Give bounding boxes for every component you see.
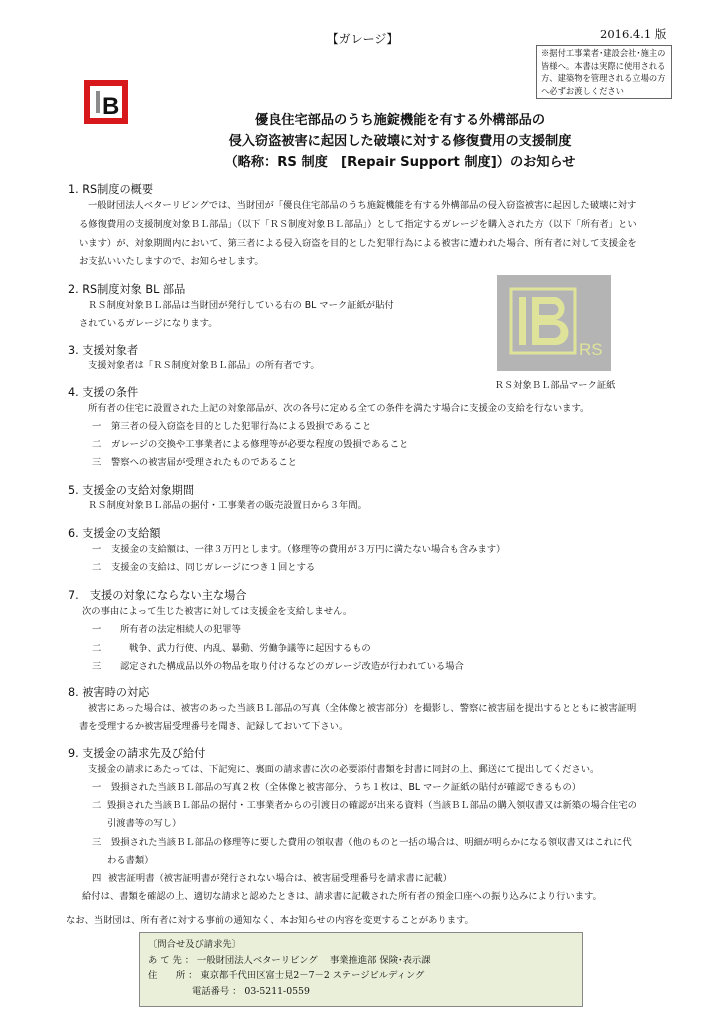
contact-phone-value: 03-5211-0559 [244, 985, 310, 997]
section-3-line: 支援対象者は「ＲＳ制度対象ＢＬ部品」の所有者です。 [88, 360, 320, 371]
version-label: 2016.4.1 版 [600, 27, 667, 41]
contact-recipient-value: 一般財団法人ベターリビング 事業推進部 保険･表示課 [197, 954, 431, 966]
list-item-text: 戦争、武力行使、内乱、暴動、労働争議等に起因するもの [129, 643, 371, 654]
list-item-text: 毀損された当該ＢＬ部品の写真２枚（全体像と被害部分、うち１枚は、BL マーク証紙の貼付が確認できるもの） [111, 782, 582, 793]
contact-box [139, 932, 583, 1007]
section-1-heading: 1. RS制度の概要 [68, 183, 154, 196]
contact-address-value: 東京都千代田区富士見2－7－2 ステージビルディング [200, 970, 425, 981]
contact-phone-label: 電話番号 ： [192, 985, 242, 997]
list-item [92, 418, 371, 436]
list-item [92, 797, 637, 815]
list-item-number: 二 [92, 439, 102, 450]
bl-rs-mark-seal [497, 275, 611, 371]
section-8-line: 書を受理するか被害届受理番号を聞き、記録しておいて下さい。 [79, 721, 349, 732]
list-item-text: 毀損された当該ＢＬ部品の据付・工事業者からの引渡日の確認が出来る資料（当該ＢＬ部品の購入領収書又は新築の場合住宅の [107, 800, 637, 811]
title-line-3: （略称：RS 制度 [Repair Support 制度]）のお知らせ [224, 155, 576, 170]
list-item-number: 二 [92, 643, 102, 654]
list-item-continuation: 引渡書等の写し） [107, 818, 182, 829]
list-item-number: 三 [92, 837, 102, 848]
section-2-line: ＲＳ制度対象ＢＬ部品は当財団が発行している右の BL マーク証紙が貼付 [88, 300, 394, 311]
section-8-line: 被害にあった場合は、被害のあった当該ＢＬ部品の写真（全体像と被害部分）を撮影し、警察に被害届を提出するとともに被害証明 [88, 703, 637, 714]
list-item-text: 第三者の侵入窃盗を目的とした犯罪行為による毀損であること [111, 421, 372, 432]
list-item-text: 所有者の法定相続人の犯罪等 [120, 624, 241, 635]
section-1-line: 一般財団法人ベターリビングでは、当財団が「優良住宅部品のうち施錠機能を有する外構部品の侵入窃盗被害に起因した破壊に対す [88, 200, 637, 211]
list-item-number: 二 [92, 800, 102, 811]
section-6-heading: 6. 支援金の支給額 [68, 527, 161, 540]
section-7-intro: 次の事由によって生じた被害に対しては支援金を支給しません。 [82, 606, 353, 617]
section-8-heading: 8. 被害時の対応 [68, 686, 150, 699]
section-1-line: る修復費用の支援制度対象ＢＬ部品」（以下「ＲＳ制度対象ＢＬ部品」）として指定するガレージを購入された方（以下「所有者」とい [79, 219, 637, 230]
list-item-text: 毀損された当該ＢＬ部品の修理等に要した費用の領収書（他のものと一括の場合は、明細が明らかになる領収書又はこれに代 [111, 837, 632, 848]
list-item-number: 一 [92, 421, 102, 432]
list-item [92, 870, 452, 888]
list-item-number: 一 [92, 782, 102, 793]
list-item [92, 559, 315, 577]
footnote: なお、当財団は、所有者に対する事前の通知なく、本お知らせの内容を変更することがあります。 [66, 915, 474, 926]
document-category: 【ガレージ】 [326, 32, 399, 46]
list-item [92, 834, 632, 852]
section-5-line: ＲＳ制度対象ＢＬ部品の据付・工事業者の販売設置日から３年間。 [88, 500, 367, 511]
section-4-intro: 所有者の住宅に設置された上記の対象部品が、次の各号に定める全ての条件を満たす場合に支援金の支給を行ないます。 [88, 403, 590, 414]
list-item [92, 454, 297, 472]
contact-recipient-label: あ て 先 ： [148, 954, 195, 966]
contact-address-row [148, 968, 574, 984]
section-2-line: されているガレージになります。 [79, 318, 218, 329]
rs-mark-text: RS [579, 340, 603, 359]
contact-address-label: 住 所 ： [148, 970, 198, 981]
list-item-number: 三 [92, 457, 102, 468]
bl-logo-letter: B [102, 93, 120, 120]
list-item-text: 被害証明書（被害証明書が発行されない場合は、被害届受理番号を請求書に記載） [108, 873, 452, 884]
mark-caption: ＲＳ対象ＢＬ部品マーク証紙 [494, 380, 616, 391]
section-4-heading: 4. 支援の条件 [68, 386, 139, 399]
list-item-text: 支援金の支給は、同じガレージにつき１回とする [111, 562, 316, 573]
section-7-heading: 7. 支援の対象にならない主な場合 [68, 589, 247, 602]
list-item-number: 三 [92, 661, 102, 672]
list-item-number: 一 [92, 544, 102, 555]
list-item [92, 640, 371, 658]
list-item [92, 541, 505, 559]
list-item-number: 二 [92, 562, 102, 573]
list-item-text: 警察への被害届が受理されたものであること [111, 457, 297, 468]
section-9-outro: 給付は、書類を確認の上、適切な請求と認めたときは、請求書に記載された所有者の預金口座への振り込みにより行います。 [82, 891, 602, 902]
section-1-line: お支払いいたしますので、お知らせします。 [79, 256, 264, 267]
list-item-text: ガレージの交換や工事業者による修理等が必要な程度の毀損であること [111, 439, 409, 450]
contact-recipient-row [148, 953, 574, 969]
bl-logo [82, 78, 130, 126]
section-1-line: います）が、対象期間内において、第三者による侵入窃盗を目的とした犯罪行為による被害に遭われた場合、所有者に対して支援金を [79, 238, 637, 249]
list-item [92, 621, 241, 639]
list-item [92, 779, 581, 797]
list-item [92, 436, 408, 454]
title-line-2: 侵入窃盗被害に起因した破壊に対する修復費用の支援制度 [228, 134, 572, 149]
section-9-intro: 支援金の請求にあたっては、下記宛に、裏面の請求書に次の必要添付書類を封書に同封の上、郵送にて提出してください。 [88, 764, 600, 775]
contact-heading: 〔問合せ及び請求先〕 [148, 939, 241, 950]
section-9-heading: 9. 支援金の請求先及び給付 [68, 747, 206, 760]
list-item-text: 認定された構成品以外の物品を取り付けるなどのガレージ改造が行われている場合 [120, 661, 464, 672]
list-item-number: 一 [92, 624, 102, 635]
list-item-text: 支援金の支給額は、一律３万円とします。（修理等の費用が３万円に満たない場合も含みます） [111, 544, 506, 555]
title-line-1: 優良住宅部品のうち施錠機能を有する外構部品の [254, 113, 546, 128]
bl-rs-mark-graphic [497, 275, 611, 371]
section-5-heading: 5. 支援金の支給対象期間 [68, 484, 195, 497]
list-item-continuation: わる書類） [107, 855, 154, 866]
list-item [92, 658, 464, 676]
contact-phone-row [148, 984, 574, 1000]
section-3-heading: 3. 支援対象者 [68, 344, 139, 357]
section-2-heading: 2. RS制度対象 BL 部品 [68, 283, 186, 296]
list-item-number: 四 [92, 873, 102, 884]
bl-logo-graphic [82, 78, 130, 126]
notice-box: ※据付工事業者･建設会社･施主の皆様へ。本書は実際に使用される方、建築物を管理される立場の方へ必ずお渡しください [536, 45, 672, 99]
